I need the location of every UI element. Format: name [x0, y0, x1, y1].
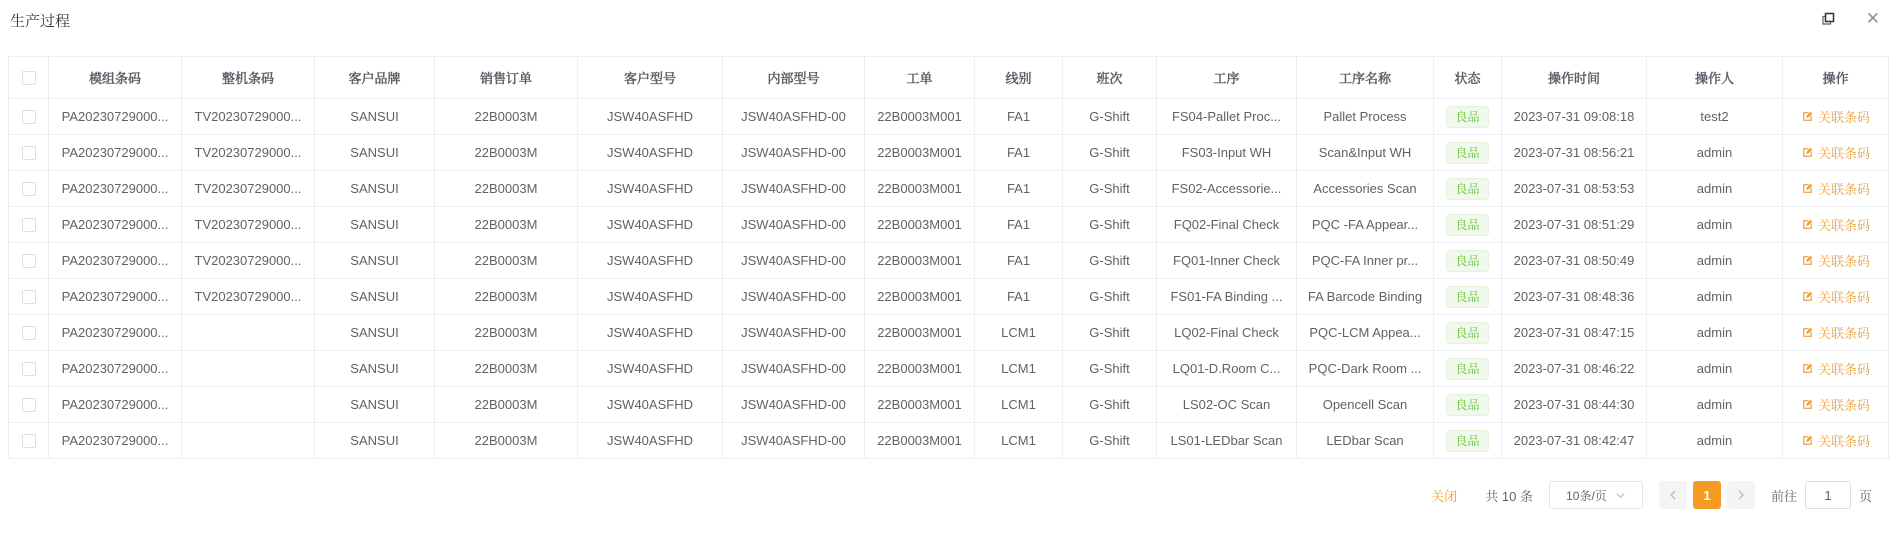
cell-process-name: Pallet Process	[1297, 99, 1434, 135]
cell-process-name: PQC-FA Inner pr...	[1297, 243, 1434, 279]
table-body	[9, 99, 1889, 459]
page-1-button[interactable]: 1	[1693, 481, 1721, 509]
row-checkbox-cell	[9, 387, 49, 423]
table-row	[9, 387, 1889, 423]
table-row	[9, 423, 1889, 459]
cell-customer-model: JSW40ASFHD	[578, 99, 723, 135]
pagination-footer	[0, 481, 1872, 509]
cell-shift: G-Shift	[1063, 387, 1157, 423]
cell-machine-barcode: TV20230729000...	[182, 279, 315, 315]
cell-internal-model: JSW40ASFHD-00	[723, 171, 865, 207]
cell-internal-model: JSW40ASFHD-00	[723, 135, 865, 171]
cell-customer-model: JSW40ASFHD	[578, 171, 723, 207]
goto-page	[1771, 481, 1872, 509]
cell-op-time: 2023-07-31 08:47:15	[1502, 315, 1647, 351]
edit-icon	[1801, 218, 1814, 231]
table-row	[9, 135, 1889, 171]
cell-work-order: 22B0003M001	[865, 387, 975, 423]
cell-internal-model: JSW40ASFHD-00	[723, 99, 865, 135]
cell-action	[1783, 279, 1889, 315]
cell-sales-order: 22B0003M	[435, 423, 578, 459]
cell-process-name: PQC -FA Appear...	[1297, 207, 1434, 243]
cell-customer-model: JSW40ASFHD	[578, 243, 723, 279]
cell-shift: G-Shift	[1063, 243, 1157, 279]
row-checkbox[interactable]	[22, 362, 36, 376]
cell-status	[1434, 387, 1502, 423]
table-row	[9, 243, 1889, 279]
cell-process: FQ01-Inner Check	[1157, 243, 1297, 279]
table-row	[9, 315, 1889, 351]
cell-customer-model: JSW40ASFHD	[578, 279, 723, 315]
cell-op-time: 2023-07-31 09:08:18	[1502, 99, 1647, 135]
page-size-value: 10条/页	[1566, 488, 1607, 503]
row-checkbox[interactable]	[22, 290, 36, 304]
cell-process-name: PQC-LCM Appea...	[1297, 315, 1434, 351]
row-checkbox-cell	[9, 243, 49, 279]
cell-machine-barcode: TV20230729000...	[182, 171, 315, 207]
goto-page-input[interactable]	[1805, 481, 1851, 509]
cell-machine-barcode	[182, 387, 315, 423]
cell-module-barcode: PA20230729000...	[49, 171, 182, 207]
cell-process-name: LEDbar Scan	[1297, 423, 1434, 459]
cell-shift: G-Shift	[1063, 99, 1157, 135]
cell-status	[1434, 315, 1502, 351]
cell-action	[1783, 171, 1889, 207]
cell-module-barcode: PA20230729000...	[49, 135, 182, 171]
cell-machine-barcode	[182, 315, 315, 351]
link-related-barcode[interactable]	[1801, 287, 1870, 306]
cell-process-name: Accessories Scan	[1297, 171, 1434, 207]
cell-module-barcode: PA20230729000...	[49, 423, 182, 459]
action-label: 关联条码	[1817, 110, 1870, 125]
action-label: 关联条码	[1817, 326, 1870, 341]
cell-process: LQ01-D.Room C...	[1157, 351, 1297, 387]
column-header-10: 工序名称	[1297, 57, 1434, 99]
column-header-9: 工序	[1157, 57, 1297, 99]
cell-action	[1783, 423, 1889, 459]
action-label: 关联条码	[1817, 218, 1870, 233]
page-label: 页	[1858, 488, 1872, 504]
cell-work-order: 22B0003M001	[865, 207, 975, 243]
cell-customer-brand: SANSUI	[315, 207, 435, 243]
cell-status	[1434, 423, 1502, 459]
cell-line: FA1	[975, 207, 1063, 243]
cell-process: LQ02-Final Check	[1157, 315, 1297, 351]
cell-line: FA1	[975, 243, 1063, 279]
status-badge: 良品	[1446, 430, 1488, 452]
cell-op-time: 2023-07-31 08:51:29	[1502, 207, 1647, 243]
status-badge: 良品	[1446, 322, 1488, 344]
action-label: 关联条码	[1817, 146, 1870, 161]
cell-process: FS02-Accessorie...	[1157, 171, 1297, 207]
cell-line: FA1	[975, 279, 1063, 315]
cell-operator: admin	[1647, 135, 1783, 171]
status-badge: 良品	[1446, 358, 1488, 380]
select-all-checkbox[interactable]	[22, 71, 36, 85]
cell-shift: G-Shift	[1063, 135, 1157, 171]
row-checkbox-cell	[9, 315, 49, 351]
edit-icon	[1801, 182, 1814, 195]
cell-customer-brand: SANSUI	[315, 99, 435, 135]
cell-status	[1434, 171, 1502, 207]
table-row	[9, 207, 1889, 243]
cell-status	[1434, 99, 1502, 135]
column-header-14: 操作	[1783, 57, 1889, 99]
restore-window-icon[interactable]	[1820, 11, 1836, 27]
cell-customer-brand: SANSUI	[315, 315, 435, 351]
cell-work-order: 22B0003M001	[865, 135, 975, 171]
cell-customer-model: JSW40ASFHD	[578, 423, 723, 459]
column-header-3: 销售订单	[435, 57, 578, 99]
row-checkbox-cell	[9, 135, 49, 171]
page-size-select[interactable]	[1549, 481, 1643, 509]
page-title: 生产过程	[10, 13, 71, 30]
cell-customer-brand: SANSUI	[315, 135, 435, 171]
table-row	[9, 351, 1889, 387]
link-related-barcode[interactable]	[1801, 143, 1870, 162]
status-badge: 良品	[1446, 250, 1488, 272]
column-header-12: 操作时间	[1502, 57, 1647, 99]
action-label: 关联条码	[1817, 398, 1870, 413]
cell-internal-model: JSW40ASFHD-00	[723, 315, 865, 351]
cell-status	[1434, 279, 1502, 315]
chevron-right-icon	[1736, 490, 1746, 500]
cell-work-order: 22B0003M001	[865, 99, 975, 135]
cell-sales-order: 22B0003M	[435, 279, 578, 315]
column-header-1: 整机条码	[182, 57, 315, 99]
cell-work-order: 22B0003M001	[865, 351, 975, 387]
link-related-barcode[interactable]	[1801, 359, 1870, 378]
cell-customer-brand: SANSUI	[315, 387, 435, 423]
production-process-table	[8, 56, 1888, 459]
status-badge: 良品	[1446, 214, 1488, 236]
edit-icon	[1801, 254, 1814, 267]
row-checkbox-cell	[9, 171, 49, 207]
edit-icon	[1801, 434, 1814, 447]
cell-module-barcode: PA20230729000...	[49, 387, 182, 423]
cell-operator: admin	[1647, 207, 1783, 243]
cell-customer-brand: SANSUI	[315, 279, 435, 315]
cell-operator: admin	[1647, 243, 1783, 279]
status-badge: 良品	[1446, 106, 1488, 128]
action-label: 关联条码	[1817, 362, 1870, 377]
cell-internal-model: JSW40ASFHD-00	[723, 423, 865, 459]
link-related-barcode[interactable]	[1801, 431, 1870, 450]
window-controls	[1820, 10, 1880, 27]
cell-operator: test2	[1647, 99, 1783, 135]
close-icon[interactable]: ✕	[1865, 9, 1880, 28]
cell-status	[1434, 351, 1502, 387]
cell-work-order: 22B0003M001	[865, 171, 975, 207]
row-checkbox[interactable]	[22, 110, 36, 124]
cell-module-barcode: PA20230729000...	[49, 243, 182, 279]
cell-module-barcode: PA20230729000...	[49, 351, 182, 387]
cell-machine-barcode	[182, 423, 315, 459]
cell-operator: admin	[1647, 171, 1783, 207]
row-checkbox[interactable]	[22, 218, 36, 232]
action-label: 关联条码	[1817, 182, 1870, 197]
chevron-down-icon	[1615, 490, 1626, 501]
link-related-barcode[interactable]	[1801, 215, 1870, 234]
cell-work-order: 22B0003M001	[865, 243, 975, 279]
cell-op-time: 2023-07-31 08:42:47	[1502, 423, 1647, 459]
close-button[interactable]: 关闭	[1431, 488, 1458, 504]
cell-work-order: 22B0003M001	[865, 423, 975, 459]
cell-machine-barcode: TV20230729000...	[182, 99, 315, 135]
table-row	[9, 279, 1889, 315]
cell-module-barcode: PA20230729000...	[49, 99, 182, 135]
cell-internal-model: JSW40ASFHD-00	[723, 279, 865, 315]
column-header-4: 客户型号	[578, 57, 723, 99]
edit-icon	[1801, 290, 1814, 303]
row-checkbox[interactable]	[22, 326, 36, 340]
cell-customer-model: JSW40ASFHD	[578, 135, 723, 171]
goto-label: 前往	[1770, 488, 1797, 504]
cell-op-time: 2023-07-31 08:46:22	[1502, 351, 1647, 387]
cell-shift: G-Shift	[1063, 423, 1157, 459]
action-label: 关联条码	[1817, 290, 1870, 305]
cell-status	[1434, 243, 1502, 279]
cell-op-time: 2023-07-31 08:53:53	[1502, 171, 1647, 207]
header-checkbox-cell	[9, 57, 49, 99]
cell-customer-brand: SANSUI	[315, 171, 435, 207]
edit-icon	[1801, 146, 1814, 159]
cell-op-time: 2023-07-31 08:44:30	[1502, 387, 1647, 423]
cell-customer-model: JSW40ASFHD	[578, 207, 723, 243]
edit-icon	[1801, 362, 1814, 375]
cell-shift: G-Shift	[1063, 279, 1157, 315]
cell-sales-order: 22B0003M	[435, 135, 578, 171]
cell-module-barcode: PA20230729000...	[49, 315, 182, 351]
cell-module-barcode: PA20230729000...	[49, 279, 182, 315]
link-related-barcode[interactable]	[1801, 107, 1870, 126]
cell-op-time: 2023-07-31 08:56:21	[1502, 135, 1647, 171]
cell-customer-model: JSW40ASFHD	[578, 387, 723, 423]
status-badge: 良品	[1446, 142, 1488, 164]
cell-action	[1783, 387, 1889, 423]
cell-operator: admin	[1647, 423, 1783, 459]
cell-process: FS01-FA Binding ...	[1157, 279, 1297, 315]
cell-line: LCM1	[975, 315, 1063, 351]
table-row	[9, 99, 1889, 135]
cell-shift: G-Shift	[1063, 315, 1157, 351]
status-badge: 良品	[1446, 394, 1488, 416]
table-header-row	[9, 57, 1889, 99]
row-checkbox[interactable]	[22, 182, 36, 196]
cell-line: LCM1	[975, 423, 1063, 459]
row-checkbox-cell	[9, 351, 49, 387]
cell-operator: admin	[1647, 351, 1783, 387]
cell-operator: admin	[1647, 279, 1783, 315]
row-checkbox[interactable]	[22, 254, 36, 268]
cell-sales-order: 22B0003M	[435, 387, 578, 423]
cell-line: FA1	[975, 171, 1063, 207]
cell-internal-model: JSW40ASFHD-00	[723, 351, 865, 387]
cell-process: LS02-OC Scan	[1157, 387, 1297, 423]
cell-action	[1783, 315, 1889, 351]
edit-icon	[1801, 110, 1814, 123]
cell-action	[1783, 135, 1889, 171]
status-badge: 良品	[1446, 178, 1488, 200]
link-related-barcode[interactable]	[1801, 179, 1870, 198]
cell-process-name: PQC-Dark Room ...	[1297, 351, 1434, 387]
cell-status	[1434, 135, 1502, 171]
dialog-header	[0, 0, 1896, 30]
cell-status	[1434, 207, 1502, 243]
table-row	[9, 171, 1889, 207]
pager	[1659, 481, 1755, 509]
cell-machine-barcode: TV20230729000...	[182, 243, 315, 279]
cell-machine-barcode	[182, 351, 315, 387]
cell-sales-order: 22B0003M	[435, 207, 578, 243]
cell-line: LCM1	[975, 351, 1063, 387]
column-header-0: 模组条码	[49, 57, 182, 99]
status-badge: 良品	[1446, 286, 1488, 308]
cell-sales-order: 22B0003M	[435, 315, 578, 351]
column-header-2: 客户品牌	[315, 57, 435, 99]
cell-customer-model: JSW40ASFHD	[578, 315, 723, 351]
cell-process-name: FA Barcode Binding	[1297, 279, 1434, 315]
cell-process-name: Scan&Input WH	[1297, 135, 1434, 171]
cell-machine-barcode: TV20230729000...	[182, 135, 315, 171]
cell-shift: G-Shift	[1063, 207, 1157, 243]
cell-process: FS04-Pallet Proc...	[1157, 99, 1297, 135]
cell-work-order: 22B0003M001	[865, 279, 975, 315]
next-page-button[interactable]	[1727, 481, 1755, 509]
row-checkbox[interactable]	[22, 146, 36, 160]
cell-internal-model: JSW40ASFHD-00	[723, 207, 865, 243]
cell-action	[1783, 243, 1889, 279]
cell-process-name: Opencell Scan	[1297, 387, 1434, 423]
cell-customer-brand: SANSUI	[315, 243, 435, 279]
cell-sales-order: 22B0003M	[435, 243, 578, 279]
column-header-7: 线别	[975, 57, 1063, 99]
cell-line: FA1	[975, 135, 1063, 171]
column-header-13: 操作人	[1647, 57, 1783, 99]
link-related-barcode[interactable]	[1801, 395, 1870, 414]
cell-op-time: 2023-07-31 08:50:49	[1502, 243, 1647, 279]
edit-icon	[1801, 326, 1814, 339]
cell-work-order: 22B0003M001	[865, 315, 975, 351]
row-checkbox-cell	[9, 423, 49, 459]
row-checkbox[interactable]	[22, 434, 36, 448]
column-header-5: 内部型号	[723, 57, 865, 99]
cell-process: FQ02-Final Check	[1157, 207, 1297, 243]
cell-action	[1783, 99, 1889, 135]
cell-op-time: 2023-07-31 08:48:36	[1502, 279, 1647, 315]
link-related-barcode[interactable]	[1801, 323, 1870, 342]
cell-module-barcode: PA20230729000...	[49, 207, 182, 243]
cell-internal-model: JSW40ASFHD-00	[723, 243, 865, 279]
row-checkbox-cell	[9, 99, 49, 135]
cell-internal-model: JSW40ASFHD-00	[723, 387, 865, 423]
row-checkbox[interactable]	[22, 398, 36, 412]
cell-line: FA1	[975, 99, 1063, 135]
cell-machine-barcode: TV20230729000...	[182, 207, 315, 243]
cell-action	[1783, 207, 1889, 243]
cell-sales-order: 22B0003M	[435, 99, 578, 135]
link-related-barcode[interactable]	[1801, 251, 1870, 270]
cell-customer-brand: SANSUI	[315, 423, 435, 459]
cell-line: LCM1	[975, 387, 1063, 423]
prev-page-button[interactable]	[1659, 481, 1687, 509]
cell-process: FS03-Input WH	[1157, 135, 1297, 171]
action-label: 关联条码	[1817, 434, 1870, 449]
cell-process: LS01-LEDbar Scan	[1157, 423, 1297, 459]
edit-icon	[1801, 398, 1814, 411]
cell-operator: admin	[1647, 387, 1783, 423]
chevron-left-icon	[1668, 490, 1678, 500]
cell-customer-brand: SANSUI	[315, 351, 435, 387]
total-count: 共 10 条	[1485, 488, 1533, 504]
cell-shift: G-Shift	[1063, 171, 1157, 207]
column-header-6: 工单	[865, 57, 975, 99]
column-header-11: 状态	[1434, 57, 1502, 99]
cell-action	[1783, 351, 1889, 387]
row-checkbox-cell	[9, 279, 49, 315]
cell-shift: G-Shift	[1063, 351, 1157, 387]
cell-operator: admin	[1647, 315, 1783, 351]
cell-customer-model: JSW40ASFHD	[578, 351, 723, 387]
action-label: 关联条码	[1817, 254, 1870, 269]
cell-sales-order: 22B0003M	[435, 351, 578, 387]
row-checkbox-cell	[9, 207, 49, 243]
cell-sales-order: 22B0003M	[435, 171, 578, 207]
column-header-8: 班次	[1063, 57, 1157, 99]
